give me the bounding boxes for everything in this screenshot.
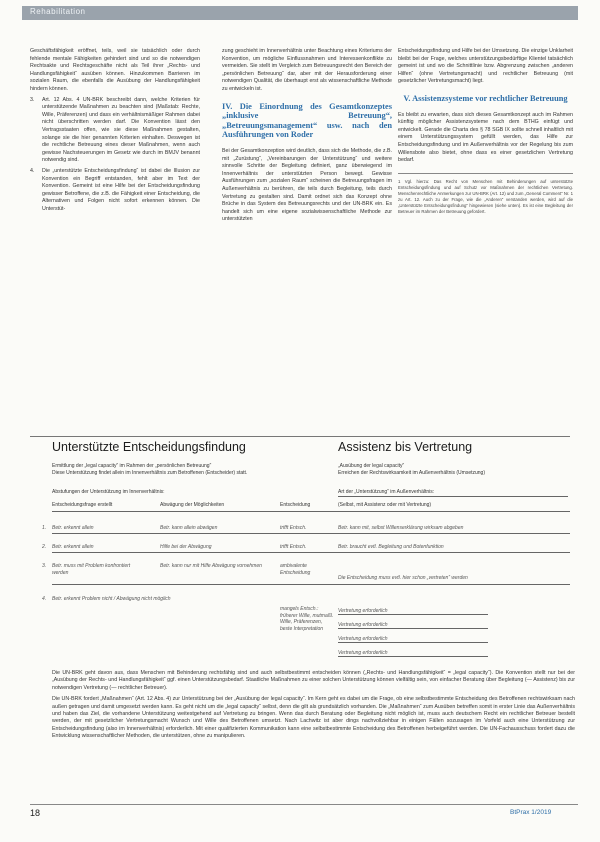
- footer-rule: [30, 804, 578, 805]
- page-number: 18: [30, 808, 41, 818]
- header-underline: [52, 511, 570, 512]
- row-underline: [52, 584, 570, 585]
- desc-right: „Ausübung der legal capacity“: [338, 463, 405, 469]
- row-assistance-2: Vertretung erforderlich: [338, 622, 388, 628]
- assistance-underline: [338, 614, 488, 615]
- row-question: Betr. erkennt allein: [52, 525, 94, 531]
- text-column-1: [30, 48, 200, 216]
- journal-name: BtPrax 1/2019: [510, 809, 552, 816]
- section-heading-v: V. Assistenzsysteme vor rechtlicher Betreuung: [403, 93, 568, 103]
- column-header-weighing: Abwägung der Möglichkeiten: [160, 502, 225, 508]
- sub-heading-left: Abstufungen der Unterstützung im Innenverhältnis:: [52, 489, 165, 495]
- row-number: 3.: [42, 563, 47, 569]
- row-weighing: Hilfe bei der Abwägung: [160, 544, 212, 550]
- desc-left: Ermittlung der „legal capacity“ im Rahmen der „persönlichen Betreuung“: [52, 463, 212, 469]
- row-question: Betr. erkennt allein: [52, 544, 94, 550]
- desc-right-2: Erreichen der Rechtswirksamkeit im Außenverhältnis (Umsetzung): [338, 470, 485, 476]
- row-weighing: Betr. kann nur mit Hilfe Abwägung vornehmen: [160, 563, 262, 569]
- row-decision: ambivalente Entscheidung: [280, 563, 311, 576]
- col2-paragraph-2: Bei der Gesamtkonzeption wird deutlich, dass sich die Methode, die z.B. mit „Zurüstung“, „Vereinbarungen der Unterstützung“ und weitere sinnvolle Schritte der Begleitung definiert, ganz überwiegend im Innenverhältnis der unterstützten Person bewegt. Gewisse Ausführungen zum „sozialen Raum“ scheinen die Betreuungsfragen im Außenverhältnis zu berühren, die teils durch Begleitung, teils durch Vertretung zu gestalten sind. Damit ordnet sich das Konzept ohne Brüche in das System des Betreuungsrechts und der UN-BRK ein. Es handelt sich um eine eigene sozialwissenschaftliche Methode zur unterstützten: [222, 147, 392, 223]
- list-item-number: 4.: [30, 167, 35, 174]
- section-heading-iv: IV. Die Einordnung des Gesamtkonzeptes „inklusive Betreuung“, „Betreuungsmanagement“ usw. nach den Ausführungen von Roder: [222, 101, 392, 140]
- row-question: Betr. muss mit Problem konfrontiert werden: [52, 563, 131, 576]
- row-assistance: Die Entscheidung muss evtl. hier schon „vertreten“ werden: [338, 575, 468, 581]
- assistance-underline: [338, 628, 488, 629]
- section-header-bar: [22, 6, 578, 20]
- desc-left-2: Diese Unterstützung findet allein im Innenverhältnis zum Betroffenen (Entscheider) statt.: [52, 470, 248, 476]
- col2-paragraph-1: zung geschieht im Innenverhältnis unter Beachtung eines Kriteriums der Konvention, um mögliche Einflussnahmen und Interessenkonflikte zu vermeiden. Sie stellt im Vergleich zum Betreuungsrecht den Bereich der „persönlichen Betreuung“ dar, aber mit der Herausforderung einer notwendigen Qualität, die überhaupt erst als wissenschaftliche Methode zu entwickeln ist.: [222, 48, 392, 92]
- bottom-paragraph-1: Die UN-BRK geht davon aus, dass Menschen mit Behinderung rechtsfähig sind und auch selbstbestimmt entscheiden können („Rechts- und Handlungsfähigkeit“ = „legal capacity“). Die Konvention stellt nur bei der „Ausübung der Rechts- und Handlungsfähigkeit“ ggf. einen Unterstützungsbedarf. Staatliche Maßnahmen zu einer solchen Unterstützung können vielfältig sein, von einfacher Beratung über Begleitung (— Assistenz) bis zur notwendigen Vertretung (— rechtlicher Betreuer).: [52, 670, 575, 691]
- row-weighing: Betr. kann allein abwägen: [160, 525, 218, 531]
- bottom-text-block: [52, 670, 575, 745]
- list-item: [30, 97, 200, 165]
- row-decision: trifft Entsch.: [280, 544, 307, 550]
- row-decision: trifft Entsch.: [280, 525, 307, 531]
- row-underline: [52, 552, 570, 553]
- bottom-paragraph-2: Die UN-BRK fordert „Maßnahmen“ (Art. 12 Abs. 4) zur Unterstützung bei der „Ausübung der legal capacity“. Im Kern geht es dabei um die Frage, ob eine selbstbestimmte Entscheidung des Betroffenen rechtswirksam nach außen getragen und damit umgesetzt werden kann. Es geht nicht um die „legal capacity“ selbst, denn die gilt als grundsätzlich vorhanden. Die „Maßnahmen“ zum Ausüben betreffen somit in erster Linie das Außenverhältnis und haben das Ziel, die vorhandene Unterstützung weitestgehend auf Vertretung zu bringen. Wenn das durch Beratung oder Begleitung nicht möglich ist, muss auch deutschem Recht ein rechtlicher Betreuer bestellt werden, der mit gesetzlicher Vertretungsmacht Wunsch und Wille des Betroffenen umsetzt. Nach Lachwitz ist aber dings nachvollziehbar in einigen Fällen sozusagen im Vorfeld auch eine Unterstützung zur Entscheidungsfindung (also im Innenverhältnis) erforderlich. Mit einer qualifizierten Kommunikation kann eine selbstbestimmte Entscheidung des Betroffenen herbeigeführt werden. Die UN-Fachausschuss fordert dazu die Entwicklung wissenschaftlicher Methoden, die unterstützen, ohne zu manipulieren.: [52, 696, 575, 740]
- row-assistance-3: Vertretung erforderlich: [338, 636, 388, 642]
- col1-intro: Geschäftsfähigkeit eröffnet, teils, weil sie tatsächlich oder durch fehlende mentale Fähigkeiten gehindert sind und so die notwendigen Rechtsakte und Rechtsgeschäfte nicht als Teil ihrer „Rechts- und Handlungsfähigkeit“ ausüben können. Hinzukommen Barrieren im sozialen Raum, die ebenfalls die Ausübung der Handlungsfähigkeit hindern können.: [30, 48, 200, 92]
- list-item-text: Art. 12 Abs. 4 UN-BRK beschreibt dann, welche Kriterien für unterstützende Maßnahmen zu beachten sind (Maßstab: Rechte, Wille, Präferenzen) und dass ein verhältnismäßiger Rahmen dabei nicht überschritten werden darf. Die Konvention lässt den Vertragsstaaten offen, wie sie diese Maßnahmen gestalten, solange sie die hier genannten Kriterien einhalten. Deswegen ist die rechtliche Betreuung eines dieser Maßnahmen, wenn auch gewisse Nachsteuerungen im Gesetz wie durch im BMJV benannt notwendig sind.: [42, 96, 200, 164]
- column-header-assistance: (Selbst, mit Assistenz oder mit Vertretung): [338, 502, 432, 508]
- list-item-number: 3.: [30, 96, 35, 103]
- row-number: 4.: [42, 596, 47, 602]
- sub-heading-right: Art der „Unterstützung“ im Außenverhältnis:: [338, 489, 435, 495]
- section-label: Rehabilitation: [30, 7, 86, 16]
- row-assistance: Betr. braucht evtl. Begleitung und Botenfunktion: [338, 544, 444, 550]
- column-header-decision: Entscheidung: [280, 502, 311, 508]
- col3-paragraph-2: Es bleibt zu erwarten, dass sich dieses Gesamtkonzept auch im Rahmen künftig möglicher Assistenzsysteme nach dem BTHG einfügt und entwickelt. Gerade die Charta des § 78 SGB IX sollte schnell inhaltlich mit einem Unterstützungssystem gefüllt werden, das Hilfe zur Entscheidungsfindung und im Außenverhältnis vor der Regelung bis zum Willensbote also bietet, ohne dass es einer gesetzlichen Vertretung bedarf.: [398, 111, 573, 164]
- numbered-list: [30, 97, 200, 214]
- list-item: [30, 168, 200, 214]
- assistance-underline: [338, 642, 488, 643]
- row-assistance: Betr. kann mit, selbst Willenserklärung wirksam abgeben: [338, 525, 464, 531]
- row-assistance-1: Vertretung erforderlich: [338, 608, 388, 614]
- table-title-right: Assistenz bis Vertretung: [338, 440, 473, 454]
- row-decision: mangels Entsch.: früherer Wille, mutmaßl. Wille, Präferenzen, beste Interpretation: [280, 606, 334, 632]
- section-divider: [30, 436, 570, 437]
- row-number: 1.: [42, 525, 47, 531]
- col3-paragraph-1: Entscheidungsfindung und Hilfe bei der Umsetzung. Die einzige Unklarheit bleibt bei der Frage, welches unterstützungsbedürftige Klientel tatsächlich gemeint ist und wo die Schnittlinie bzw. Abgrenzung zwischen „anderen Hilfen“ (ohne Vertretungsmacht) und rechtlicher Betreuung (mit gesetzlicher Vertretungsmacht) liegt.: [398, 48, 573, 85]
- footnote: 1 Vgl. hierzu: Das Recht von Menschen mit Behinderungen auf unterstützte Entscheidungsfindung und auf Schutz vor Maßnahmen der rechtlichen Vertretung. Menschenrechtliche Anmerkungen zur UN-BRK (Art. 12) und zum „General Comment“ Nr. 1 zu Art. 12. Auch zu der Frage, wie die „Anderen“ verstanden werden, wird auf die „Unterstützte Entscheidungsfindung“ hingewiesen (siehe unten). Es ist eine Begleitung der Betreuer im Rahmen der Betreuung gefordert.: [398, 173, 573, 215]
- underline: [338, 496, 568, 497]
- row-underline: [52, 533, 570, 534]
- row-number: 2.: [42, 544, 47, 550]
- column-header-question: Entscheidungsfrage erstellt: [52, 502, 113, 508]
- assistance-underline: [338, 656, 488, 657]
- row-question: Betr. erkennt Problem nicht / Abwägung nicht möglich: [52, 596, 171, 602]
- row-assistance-4: Vertretung erforderlich: [338, 650, 388, 656]
- text-column-2: [222, 48, 392, 227]
- list-item-text: Die „unterstützte Entscheidungsfindung“ ist dabei die Illusion zur Konvention ein Begriff entstanden, fehlt aber im Text der Konvention. Gemeint ist eine Hilfe bei der Entscheidungsfindung gewisser Betroffene, die z.B. die Fähigkeit einer Entscheidung, die Alternativen und Folgen nicht sofort erkennen können. Die Unterstüt-: [42, 167, 200, 212]
- table-title-left: Unterstützte Entscheidungsfindung: [52, 440, 246, 454]
- text-column-3: [398, 48, 573, 215]
